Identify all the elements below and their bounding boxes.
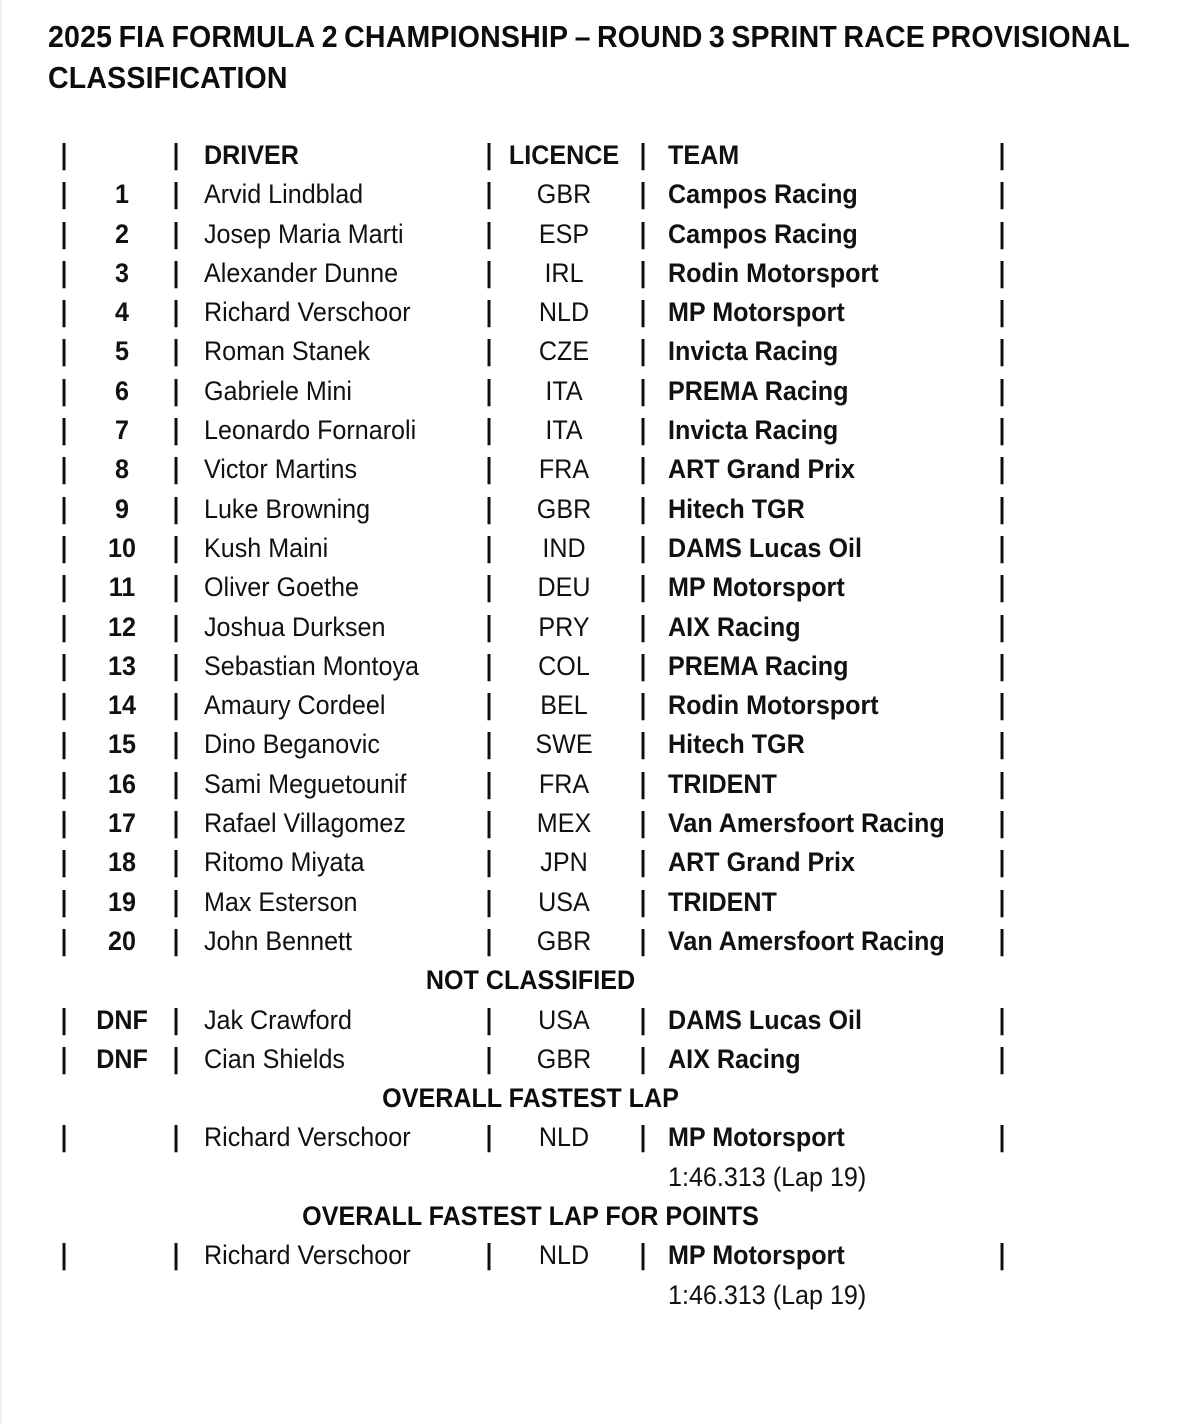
row-separator-right: | [998,885,1006,918]
row-separator-left: | [60,610,68,643]
position-cell: 2 [115,218,129,249]
team-cell: AIX Racing [668,1043,801,1074]
column-header-driver: DRIVER [204,140,299,170]
row-separator-left: | [60,531,68,564]
row-separator-licence: | [639,1042,647,1075]
driver-cell: Richard Verschoor [204,1122,411,1153]
position-cell: 14 [108,690,136,721]
column-header-team: TEAM [668,140,740,170]
driver-cell: Alexander Dunne [204,257,399,288]
row-separator-licence: | [639,1121,647,1154]
row-separator-left: | [60,374,68,407]
row-separator-licence: | [639,414,647,447]
row-separator-right: | [998,335,1006,368]
page-title-word: – [574,19,591,54]
driver-cell: Gabriele Mini [204,375,352,406]
row-separator-right: | [998,256,1006,289]
row-separator-licence: | [639,296,647,329]
driver-cell: Joshua Durksen [204,611,386,642]
row-separator-left: | [60,689,68,722]
team-cell: AIX Racing [668,611,801,642]
row-separator-right: | [998,649,1006,682]
licence-cell: GBR [536,179,592,210]
licence-cell: USA [538,1004,590,1035]
team-cell: MP Motorsport [668,572,845,603]
row-separator-licence: | [639,571,647,604]
table-row-classified [0,804,1202,843]
table-row-classified [0,922,1202,961]
row-separator-licence: | [639,492,647,525]
team-cell: DAMS Lucas Oil [668,1004,862,1035]
team-cell: Invicta Racing [668,415,839,446]
overall-fastest-lap-heading-label: OVERALL FASTEST LAP [382,1083,680,1114]
driver-cell: Ritomo Miyata [204,847,365,878]
column-header-position [83,136,161,175]
row-separator-right: | [998,610,1006,643]
row-separator-left: | [60,571,68,604]
team-cell: TRIDENT [668,886,777,917]
licence-cell: MEX [536,808,592,839]
driver-cell: Richard Verschoor [204,1240,411,1271]
licence-cell: ESP [538,218,590,249]
row-separator-position: | [172,178,180,211]
driver-cell: John Bennett [204,925,353,956]
row-separator-position: | [172,1239,180,1272]
licence-cell: DEU [537,572,591,603]
not-classified-heading-label: NOT CLASSIFIED [426,965,636,996]
position-cell: DNF [96,1043,148,1074]
row-separator-left: | [60,217,68,250]
row-separator-position: | [172,1121,180,1154]
table-row-classified [0,293,1202,332]
page-title-line-1 [48,16,1130,57]
licence-cell: CZE [538,336,590,367]
page-title-word: PROVISIONAL [931,19,1130,54]
row-separator-licence: | [639,374,647,407]
row-separator-driver: | [485,531,493,564]
licence-cell: GBR [536,1043,592,1074]
row-separator-right: | [998,807,1006,840]
row-separator-left: | [60,728,68,761]
licence-cell: PRY [538,611,590,642]
row-separator-left: | [60,1003,68,1036]
row-separator-driver: | [485,571,493,604]
row-separator-driver: | [485,414,493,447]
position-cell: 8 [115,454,129,485]
team-cell: DAMS Lucas Oil [668,532,862,563]
row-separator-driver: | [485,139,493,171]
team-cell: MP Motorsport [668,1240,845,1271]
licence-cell: COL [538,650,590,681]
row-separator-licence: | [639,728,647,761]
row-separator-driver: | [485,1042,493,1075]
row-separator-right: | [998,1121,1006,1154]
driver-cell: Victor Martins [204,454,358,485]
row-separator-position: | [172,689,180,722]
row-separator-driver: | [485,453,493,486]
row-separator-right: | [998,139,1006,171]
table-row-classified [0,843,1202,882]
row-separator-position: | [172,885,180,918]
team-cell: TRIDENT [668,768,777,799]
driver-cell: Kush Maini [204,532,329,563]
row-separator-position: | [172,610,180,643]
driver-cell: Leonardo Fornaroli [204,415,417,446]
table-row-classified [0,529,1202,568]
row-separator-left: | [60,846,68,879]
table-row-classified [0,372,1202,411]
not-classified-heading [0,961,1062,1000]
row-separator-driver: | [485,492,493,525]
row-separator-right: | [998,217,1006,250]
row-separator-driver: | [485,807,493,840]
position-cell: 7 [115,415,129,446]
row-separator-driver: | [485,846,493,879]
row-separator-position: | [172,571,180,604]
table-row-classified [0,686,1202,725]
driver-cell: Luke Browning [204,493,371,524]
team-cell: Campos Racing [668,179,858,210]
licence-cell: ITA [545,415,583,446]
table-row-classified [0,215,1202,254]
team-cell: Invicta Racing [668,336,839,367]
row-separator-driver: | [485,296,493,329]
row-separator-licence: | [639,453,647,486]
table-header-row [0,136,1202,175]
team-cell: ART Grand Prix [668,454,855,485]
row-separator-position: | [172,807,180,840]
table-row-classified [0,175,1202,214]
row-separator-driver: | [485,1239,493,1272]
team-cell: Hitech TGR [668,493,805,524]
row-separator-licence: | [639,1239,647,1272]
team-cell: Rodin Motorsport [668,257,879,288]
page-title-word: FORMULA [171,19,316,54]
row-separator-left: | [60,1239,68,1272]
row-separator-licence: | [639,767,647,800]
page-title-word: 2025 [48,19,113,54]
row-separator-licence: | [639,610,647,643]
row-separator-right: | [998,846,1006,879]
row-separator-licence: | [639,256,647,289]
classification-table [0,136,1202,1315]
licence-cell: IND [542,532,586,563]
row-separator-left: | [60,492,68,525]
row-separator-driver: | [485,689,493,722]
row-separator-licence: | [639,924,647,957]
team-cell: PREMA Racing [668,375,849,406]
licence-cell: BEL [540,690,588,721]
page-title-word: 3 [708,19,725,54]
row-separator-driver: | [485,610,493,643]
position-cell: 3 [115,257,129,288]
page-title-word: ROUND [597,19,703,54]
licence-cell: SWE [535,729,593,760]
table-row-classified [0,647,1202,686]
row-separator-licence: | [639,846,647,879]
driver-cell: Max Esterson [204,886,358,917]
position-cell: 16 [108,768,136,799]
table-row-classified [0,568,1202,607]
position-cell: 5 [115,336,129,367]
row-separator-position: | [172,335,180,368]
row-separator-right: | [998,374,1006,407]
row-separator-driver: | [485,767,493,800]
row-separator-right: | [998,924,1006,957]
row-separator-driver: | [485,1003,493,1036]
row-separator-driver: | [485,728,493,761]
position-cell [83,1236,161,1275]
position-cell: 20 [108,925,136,956]
driver-cell: Dino Beganovic [204,729,380,760]
row-separator-driver: | [485,924,493,957]
row-separator-left: | [60,256,68,289]
driver-cell: Richard Verschoor [204,297,411,328]
row-separator-left: | [60,178,68,211]
table-row-classified [0,765,1202,804]
row-separator-position: | [172,531,180,564]
row-separator-licence: | [639,139,647,171]
overall-fastest-lap-for-points-heading [0,1197,1062,1236]
position-cell: 18 [108,847,136,878]
table-row-not-classified [0,1040,1202,1079]
row-separator-position: | [172,453,180,486]
driver-cell: Rafael Villagomez [204,808,406,839]
position-cell: 9 [115,493,129,524]
row-separator-left: | [60,1042,68,1075]
table-row-fastest-lap-points [0,1236,1202,1275]
driver-cell: Sami Meguetounif [204,768,407,799]
table-row-classified [0,725,1202,764]
row-separator-licence: | [639,1003,647,1036]
table-row-fastest-lap [0,1118,1202,1157]
row-separator-left: | [60,453,68,486]
row-separator-licence: | [639,689,647,722]
team-cell: PREMA Racing [668,650,849,681]
page-title-word: FIA [118,19,166,54]
fastest-lap-time: 1:46.313 (Lap 19) [668,1161,867,1192]
row-separator-left: | [60,807,68,840]
row-separator-left: | [60,139,68,171]
position-cell: 1 [115,179,129,210]
overall-fastest-lap-for-points-heading-label: OVERALL FASTEST LAP FOR POINTS [302,1201,760,1232]
row-separator-position: | [172,728,180,761]
table-row-classified [0,608,1202,647]
table-row-classified [0,490,1202,529]
table-row-classified [0,332,1202,371]
team-cell: MP Motorsport [668,1122,845,1153]
row-separator-right: | [998,1239,1006,1272]
position-cell: 11 [108,572,136,603]
team-cell: MP Motorsport [668,297,845,328]
licence-cell: GBR [536,925,592,956]
fastest-lap-time: 1:46.313 (Lap 19) [668,1279,867,1310]
position-cell [83,1118,161,1157]
licence-cell: FRA [538,454,590,485]
row-separator-right: | [998,414,1006,447]
row-separator-left: | [60,414,68,447]
position-cell: 15 [108,729,136,760]
table-row-classified [0,411,1202,450]
overall-fastest-lap-heading [0,1079,1062,1118]
page-title-word: RACE [843,19,925,54]
row-separator-driver: | [485,178,493,211]
team-cell: ART Grand Prix [668,847,855,878]
position-cell: DNF [96,1004,148,1035]
team-cell: Van Amersfoort Racing [668,808,945,839]
row-separator-position: | [172,139,180,171]
fastest-lap-time-row [0,1276,1202,1315]
table-row-classified [0,450,1202,489]
row-separator-right: | [998,453,1006,486]
driver-cell: Jak Crawford [204,1004,352,1035]
row-separator-position: | [172,846,180,879]
licence-cell: NLD [538,297,590,328]
row-separator-licence: | [639,885,647,918]
row-separator-right: | [998,296,1006,329]
row-separator-left: | [60,767,68,800]
row-separator-right: | [998,1042,1006,1075]
row-separator-driver: | [485,374,493,407]
table-row-classified [0,254,1202,293]
row-separator-driver: | [485,649,493,682]
row-separator-licence: | [639,217,647,250]
position-cell: 13 [108,650,136,681]
row-separator-driver: | [485,885,493,918]
page-title-word: CHAMPIONSHIP [344,19,569,54]
driver-cell: Amaury Cordeel [204,690,386,721]
row-separator-position: | [172,217,180,250]
driver-cell: Arvid Lindblad [204,179,364,210]
row-separator-driver: | [485,256,493,289]
row-separator-licence: | [639,807,647,840]
fastest-lap-time-row [0,1158,1202,1197]
driver-cell: Roman Stanek [204,336,371,367]
row-separator-position: | [172,256,180,289]
team-cell: Hitech TGR [668,729,805,760]
licence-cell: NLD [538,1122,590,1153]
row-separator-position: | [172,492,180,525]
driver-cell: Cian Shields [204,1043,345,1074]
licence-cell: NLD [538,1240,590,1271]
licence-cell: GBR [536,493,592,524]
table-row-classified [0,883,1202,922]
row-separator-driver: | [485,217,493,250]
driver-cell: Josep Maria Marti [204,218,404,249]
page-title [48,16,1130,98]
licence-cell: USA [538,886,590,917]
row-separator-licence: | [639,335,647,368]
page-title-line-2: CLASSIFICATION [48,60,288,95]
row-separator-right: | [998,767,1006,800]
row-separator-left: | [60,924,68,957]
licence-cell: IRL [544,257,584,288]
row-separator-right: | [998,178,1006,211]
row-separator-position: | [172,1042,180,1075]
row-separator-licence: | [639,531,647,564]
row-separator-left: | [60,885,68,918]
row-separator-left: | [60,649,68,682]
row-separator-left: | [60,335,68,368]
driver-cell: Oliver Goethe [204,572,359,603]
row-separator-position: | [172,414,180,447]
row-separator-position: | [172,924,180,957]
row-separator-left: | [60,1121,68,1154]
team-cell: Rodin Motorsport [668,690,879,721]
table-row-not-classified [0,1001,1202,1040]
position-cell: 6 [115,375,129,406]
position-cell: 10 [108,532,136,563]
team-cell: Campos Racing [668,218,858,249]
row-separator-driver: | [485,1121,493,1154]
position-cell: 4 [115,297,129,328]
licence-cell: FRA [538,768,590,799]
row-separator-position: | [172,767,180,800]
position-cell: 19 [108,886,136,917]
row-separator-right: | [998,492,1006,525]
row-separator-left: | [60,296,68,329]
row-separator-right: | [998,1003,1006,1036]
position-cell: 17 [108,808,136,839]
row-separator-position: | [172,1003,180,1036]
row-separator-licence: | [639,178,647,211]
page-title-word: SPRINT [731,19,838,54]
driver-cell: Sebastian Montoya [204,650,419,681]
team-cell: Van Amersfoort Racing [668,925,945,956]
page-title-word: 2 [321,19,338,54]
position-cell: 12 [108,611,136,642]
row-separator-right: | [998,531,1006,564]
row-separator-position: | [172,296,180,329]
row-separator-right: | [998,728,1006,761]
row-separator-right: | [998,689,1006,722]
row-separator-right: | [998,571,1006,604]
row-separator-position: | [172,649,180,682]
licence-cell: JPN [540,847,588,878]
column-header-licence: LICENCE [508,140,620,170]
row-separator-licence: | [639,649,647,682]
row-separator-driver: | [485,335,493,368]
row-separator-position: | [172,374,180,407]
licence-cell: ITA [545,375,583,406]
